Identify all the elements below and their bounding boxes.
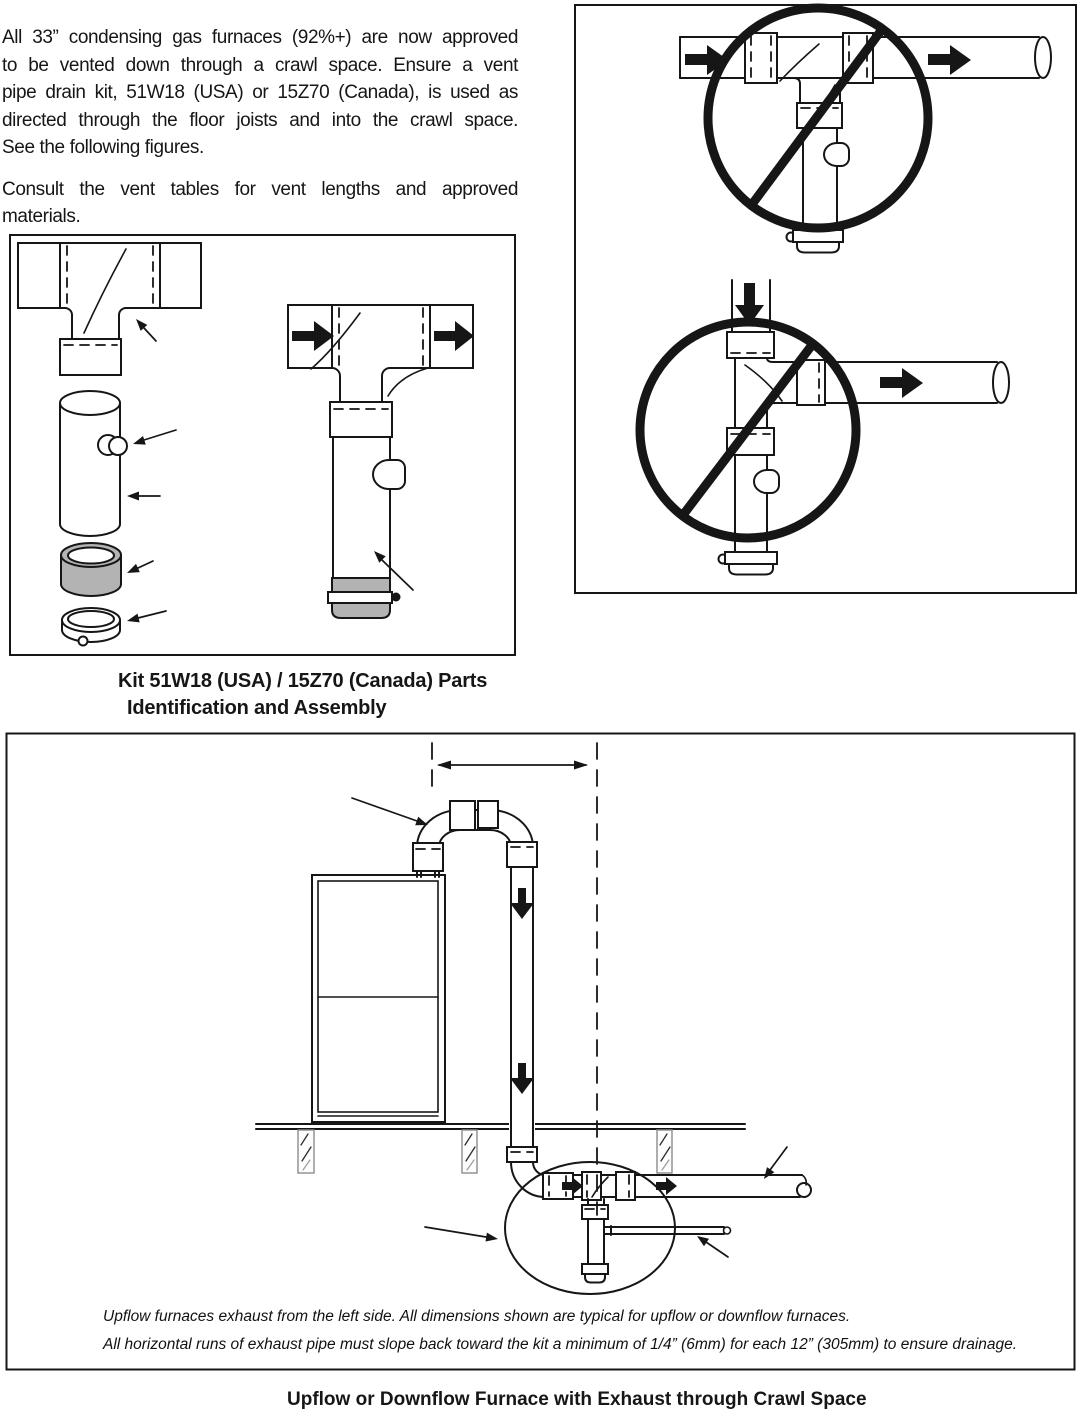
gasket-band — [332, 578, 390, 592]
end-cap — [797, 242, 839, 253]
clamp-band — [328, 592, 392, 603]
kit-figure-caption-line2: Identification and Assembly — [127, 697, 387, 719]
furnace — [312, 875, 445, 1122]
floor-joist — [462, 1130, 477, 1173]
floor-joist — [657, 1130, 672, 1173]
figure-border — [7, 734, 1075, 1370]
coupling-gasket — [61, 543, 121, 596]
crawl-figure-note-2: All horizontal runs of exhaust pipe must slope back toward the kit a minimum of 1/4” (6mm) for each 12” (305mm) to ensure drainage. — [103, 1336, 1018, 1353]
drain-nipple — [373, 460, 405, 489]
consult-paragraph — [2, 176, 518, 231]
intro-paragraphs — [2, 24, 518, 231]
text-line: to be vented down through a crawl space. Ensure a vent — [2, 54, 518, 76]
text-line: All 33” condensing gas furnaces (92%+) are now approved — [2, 27, 518, 48]
kit-parts-figure — [8, 233, 517, 657]
floor-joist — [298, 1130, 314, 1173]
text-line: See the following figures. — [2, 137, 204, 158]
prohibited-configs-figure — [573, 3, 1078, 595]
clamp-screw — [79, 637, 88, 646]
clamp-screw — [392, 593, 401, 602]
pipe-end-curl — [797, 1183, 811, 1197]
drain-nipple — [754, 470, 779, 493]
crawl-figure-caption: Upflow or Downflow Furnace with Exhaust through Crawl Space — [287, 1389, 867, 1410]
end-cap — [332, 603, 390, 618]
drain-pipe-exploded — [60, 391, 127, 536]
drain-nipple — [824, 143, 849, 166]
text-line: directed through the floor joists and into the crawl space. — [2, 109, 518, 131]
crawl-figure-note-1: Upflow furnaces exhaust from the left side. All dimensions shown are typical for upflow or downflow furnaces. — [103, 1308, 851, 1325]
end-cap — [585, 1274, 605, 1283]
text-line: pipe drain kit, 51W18 (USA) or 15Z70 (Canada), is used as — [2, 82, 518, 103]
text-line: Consult the vent tables for vent lengths and approved — [2, 178, 518, 200]
kit-figure-caption-line1: Kit 51W18 (USA) / 15Z70 (Canada) Parts — [118, 670, 488, 692]
text-line: materials. — [2, 206, 81, 227]
end-cap — [729, 564, 773, 575]
crawl-space-figure — [4, 731, 1077, 1372]
intro-paragraph — [2, 24, 518, 162]
